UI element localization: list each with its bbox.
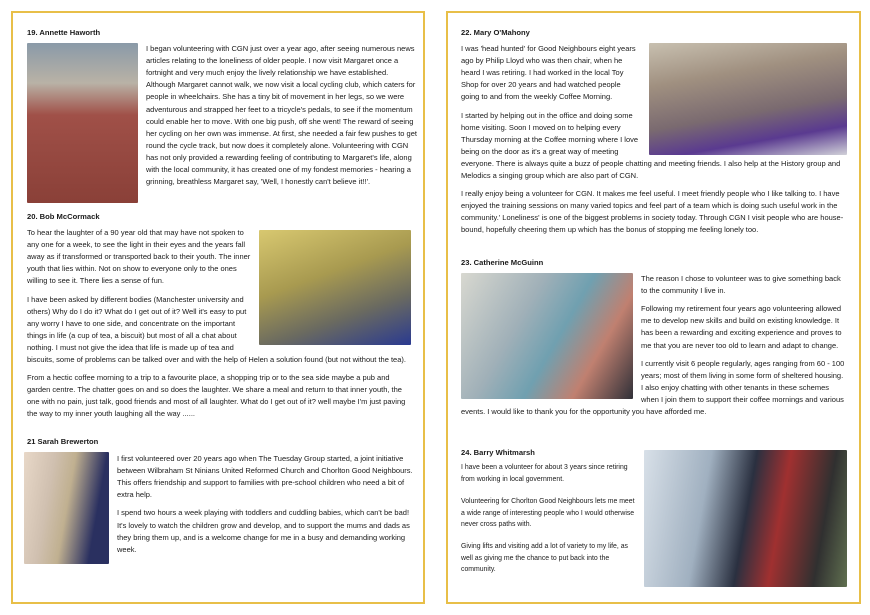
story-text: Volunteering for Chorlton Good Neighbours lets me meet a wide range of interesting people who I would otherwise never cross paths with. [461, 498, 635, 529]
story-text: I first volunteered over 20 years ago when The Tuesday Group started, a joint initiative between Wilbraham St Ninians United Reformed Church and Chorlton Good Neighbours. This offers friendship and support to families with pre-school children who need a bit of extra help. [117, 454, 413, 500]
story-text: I started by helping out in the office and doing some home visiting. Soon I moved on to helping every Thursday morning at the Coffee morning where I love being on the door as it's a great way of meeting everyone. There is always quite a buzz of people chatting and meeting friends. I also help at the History group and Melodics a singing group which are also part of CGN. [461, 110, 841, 181]
story-text: I spend two hours a week playing with toddlers and cuddling babies, which can't be bad! It's lovely to watch the children grow and develop, and to support the mums and dads as they bring them up, and is a welcome change for me in a busy and demanding working week. [117, 508, 410, 554]
story-sarah-brewerton [24, 436, 414, 566]
photo-sarah [24, 452, 109, 564]
story-text: Following my retirement four years ago volunteering allowed me to develop new skills and build on existing knowledge. It has been a rewarding and exciting experience and proves to me that you are never too old to learn and adapt to change. [641, 304, 842, 350]
story-bob-mccormack [27, 211, 411, 427]
story-text: I have been asked by different bodies (Manchester university and others) Why do I do it? What do I get out of it? Well it's easy to put any worry I have to one side, and concentrate on the important things in life (a cup of tea, a biscuit) but most of all a chat about nothing. I must not give the idea that life is made up of tea and biscuits, some of problems can be talked over and with the help of Helen a solution found (but not without the tea). [27, 294, 406, 365]
story-heading: 21 Sarah Brewerton [27, 437, 99, 446]
story-text: I began volunteering with CGN just over a year ago, after seeing numerous news articles relating to the loneliness of older people. I now visit Margaret once a fortnight and very much enjoy the lively relationship we have established. Although Margaret cannot walk, we now visit a local cycling club, which caters for people in wheelchairs. She has a tiny bit of movement in her legs, so we were adventurous and strapped her feet to a tricycle's pedals, to see if the momentum could enable her to move. With one big push, off she went! The reward of seeing her cycling on her own was immense. At first, she needed a fair few pushes to get round the cycle track, but now does it completely alone. Volunteering with CGN has not only provided a rewarding feeling of contributing to Margaret's life, along with the local community, it has created one of my fondest memories - hearing a grinning, breathless Margaret say, 'Well, I honestly can't believe it!!'. [146, 44, 417, 187]
page-left [11, 11, 425, 604]
photo-car-lift [644, 450, 847, 587]
page-right [446, 11, 861, 604]
story-text: I really enjoy being a volunteer for CGN. It makes me feel useful. I meet friendly people who I like talking to. I have enjoyed the training sessions on many varied topics and feel part of a team which is doing such useful work in the community.' Loneliness' is one of the biggest problems in society today. Through CGN I visit people who are house-bound, hopefully cheering them up which has the bonus of stopping me feeling lonely too. [461, 189, 844, 235]
story-text: I have been a volunteer for about 3 years since retiring from working in local government. [461, 464, 628, 483]
story-catherine-mcguinn [461, 257, 847, 424]
story-text: To hear the laughter of a 90 year old that may have not spoken to any one for a week, to see the light in their eyes and the years fall away as if transformed or transported back to their youth. The inner youth that lies within. Not on show to everyone only to the ones willing to see it. There lies a sense of fun. [27, 228, 251, 286]
story-heading: 20. Bob McCormack [27, 212, 100, 221]
story-text: The reason I chose to volunteer was to give something back to the community I live in. [641, 274, 841, 296]
story-heading: 24. Barry Whitmarsh [461, 448, 535, 457]
story-mary-omahony [461, 27, 847, 243]
story-text: From a hectic coffee morning to a trip to a favourite place, a shopping trip or to the sea side maybe a pub and garden centre. The chatter goes on and so does the laughter. We share a meal and return to that inner youth, the one with no pain, just talk, good friends and most of all laughter. What do I get out of it? well maybe I'm just paving the way to my inner youth laughing all the way ...... [27, 373, 406, 419]
story-text: I was 'head hunted' for Good Neighbours eight years ago by Philip Lloyd who was then chair, when he heard I was retiring. I had worked in the local Toy Shop for over 20 years and had watched people going to and from the weekly Coffee Morning. [461, 44, 636, 102]
story-heading: 22. Mary O'Mahony [461, 28, 530, 37]
photo-cycling [27, 43, 138, 203]
story-text: I currently visit 6 people regularly, ages ranging from 60 - 100 years; most of them living in some form of sheltered housing. I also enjoy chatting with other tenants in these schemes when I join them to support their coffee mornings and various events. I would like to thank you for the opportunity you have afforded me. [461, 358, 845, 417]
story-annette-haworth [27, 27, 417, 205]
story-heading: 23. Catherine McGuinn [461, 258, 544, 267]
story-text: Giving lifts and visiting add a lot of variety to my life, as well as giving me the chance to put back into the community. [461, 543, 628, 574]
photo-coffee-morning [649, 43, 847, 155]
story-heading: 19. Annette Haworth [27, 28, 101, 37]
photo-christmas-jumper [259, 230, 411, 345]
photo-group [461, 273, 633, 399]
story-barry-whitmarsh [461, 447, 847, 589]
